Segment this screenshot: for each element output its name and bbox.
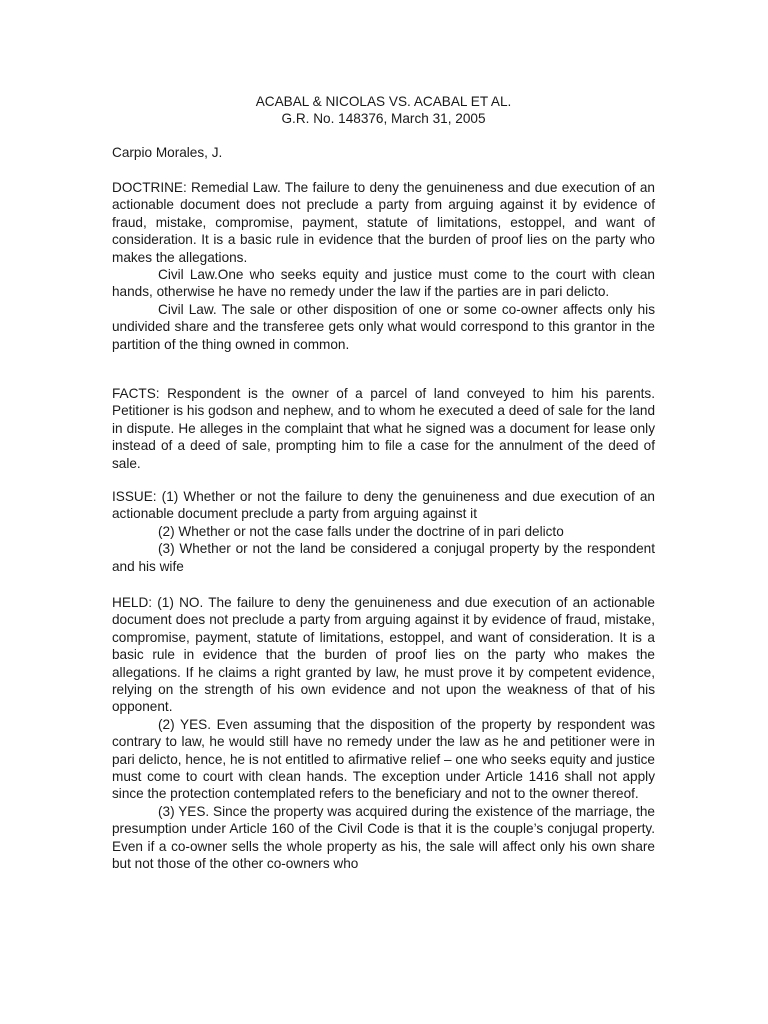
case-number: G.R. No. 148376, March 31, 2005 (281, 111, 486, 126)
doctrine-paragraph-civil-1: Civil Law.One who seeks equity and justice must come to the court with clean hands, otherwise he have no remedy under the law if the parties are in pari delicto. (112, 267, 655, 300)
facts-paragraph: FACTS: Respondent is the owner of a parcel of land conveyed to him his parents. Petitioner is his godson and nephew, and to whom he executed a deed of sale for the land in dispute. He alleges in the complaint that what he signed was a document for lease only instead of a deed of sale, prompting him to file a case for the annulment of the deed of sale. (112, 386, 655, 471)
issue-section (112, 488, 655, 575)
held-section (112, 594, 655, 873)
doctrine-section (112, 179, 655, 353)
doctrine-paragraph-remedial: DOCTRINE: Remedial Law. The failure to deny the genuineness and due execution of an actionable document does not preclude a party from arguing against it by evidence of fraud, mistake, compromise, payment, statute of limitations, estoppel, and want of consideration. It is a basic rule in evidence that the burden of proof lies on the party who makes the allegations. (112, 180, 655, 265)
facts-section (112, 385, 655, 472)
ponente: Carpio Morales, J. (112, 145, 223, 160)
doctrine-paragraph-civil-2: Civil Law. The sale or other disposition of one or some co-owner affects only his undivided share and the transferee gets only what would correspond to this grantor in the partition of the thing owned in common. (112, 301, 655, 352)
held-item-3: (3) YES. Since the property was acquired during the existence of the marriage, the presumption under Article 160 of the Civil Code is that it is the couple’s conjugal property. Even if a co-owner sells the whole property as his, the sale will affect only his own share but not those of the other co-owners who (112, 803, 655, 872)
held-item-2: (2) YES. Even assuming that the disposition of the property by respondent was contrary to law, he would still have no remedy under the law as he and petitioner were in pari delicto, hence, he is not entitled to afirmative relief – one who seeks equity and justice must come to court with clean hands. The exception under Article 1416 shall not apply since the protection contemplated refers to the beneficiary and not to the owner thereof. (112, 716, 655, 802)
issue-item-2: (2) Whether or not the case falls under the doctrine of in pari delicto (158, 523, 564, 539)
held-item-1: HELD: (1) NO. The failure to deny the genuineness and due execution of an actionable document does not preclude a party from arguing against it by evidence of fraud, mistake, compromise, payment, statute of limitations, estoppel, and want of consideration. It is a basic rule in evidence that the burden of proof lies on the party who makes the allegations. If he claims a right granted by law, he must prove it by competent evidence, relying on the strength of his own evidence and not upon the weakness of that of his opponent. (112, 595, 655, 715)
issue-item-1: ISSUE: (1) Whether or not the failure to deny the genuineness and due execution of an actionable document preclude a party from arguing against it (112, 489, 655, 522)
issue-item-3: (3) Whether or not the land be considered a conjugal property by the respondent and his wife (112, 541, 655, 574)
case-title: ACABAL & NICOLAS VS. ACABAL ET AL. (255, 94, 512, 109)
